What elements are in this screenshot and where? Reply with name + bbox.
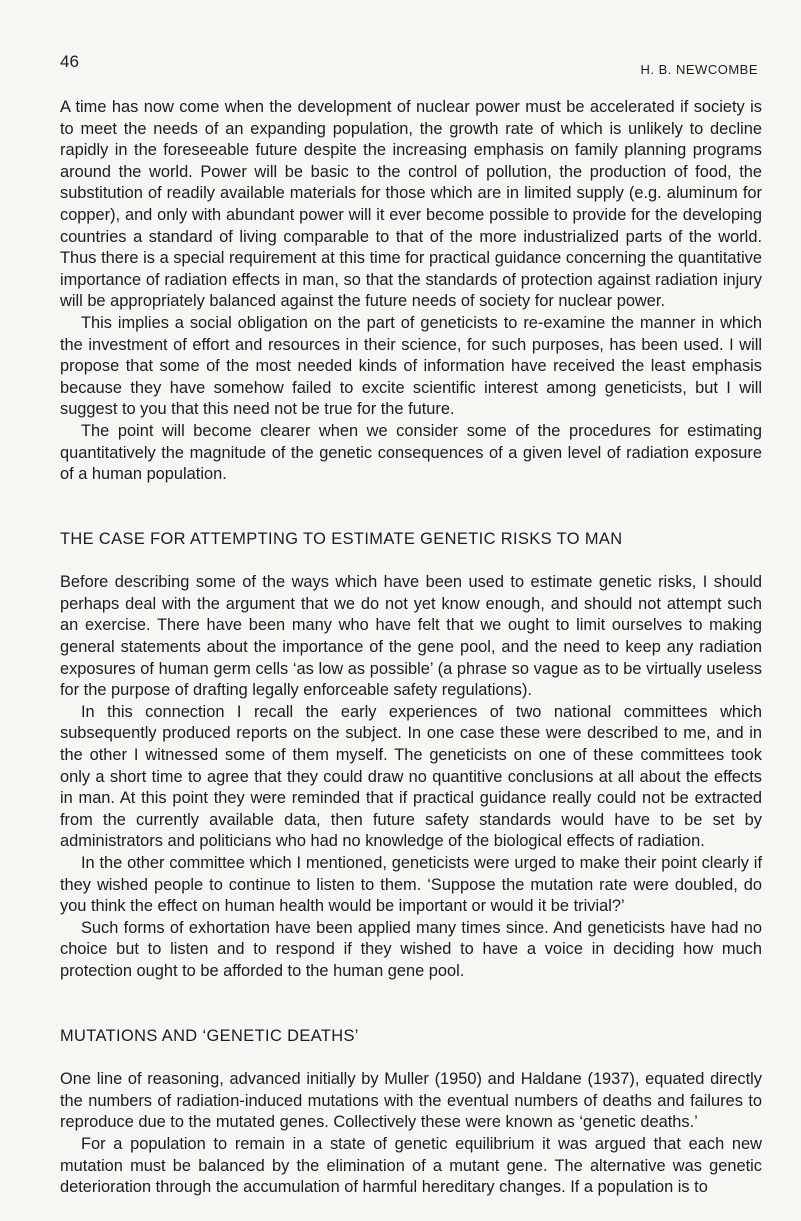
section-heading-genetic-deaths: MUTATIONS AND ‘GENETIC DEATHS’ xyxy=(60,1026,359,1045)
paragraph-intro-1: A time has now come when the development of nuclear power must be accelerated if society is to meet the needs of an expanding population, the growth rate of which is unlikely to decline rapidly in the foreseeable future despite the increasing emphasis on family planning programs around the world. Power will be basic to the control of pollution, the production of food, the substitution of readily available materials for those which are in limited supply (e.g. aluminum for copper), and only with abundant power will it ever become possible to provide for the developing countries a standard of living comparable to that of the more industrialized parts of the world. Thus there is a special requirement at this time for practical guidance concerning the quantitative importance of radiation effects in man, so that the standards of protection against radiation injury will be appropriately balanced against the future needs of society for nuclear power. xyxy=(60,98,762,311)
paragraph-intro-2: This implies a social obligation on the part of geneticists to re-examine the manner in which the investment of effort and resources in their science, for such purposes, has been used. I will propose that some of the most needed kinds of information have received the least emphasis because they have somehow failed to excite scientific interest among geneticists, but I will suggest to you that this need not be true for the future. xyxy=(60,313,762,419)
paragraph-section2-1: One line of reasoning, advanced initially by Muller (1950) and Haldane (1937), equated directly the numbers of radiation-induced mutations with the eventual numbers of deaths and failures to reproduce due to the mutated genes. Collectively these were known as ‘genetic deaths.’ xyxy=(60,1070,762,1132)
section-heading-genetic-risks: THE CASE FOR ATTEMPTING TO ESTIMATE GENETIC RISKS TO MAN xyxy=(60,529,623,548)
running-head: H. B. NEWCOMBE xyxy=(640,62,758,77)
body-text xyxy=(60,97,762,1199)
page-number: 46 xyxy=(60,52,79,71)
paragraph-section1-2: In this connection I recall the early experiences of two national committees which subsequently produced reports on the subject. In one case these were described to me, and in the other I witnessed some of them myself. The geneticists on one of these committees took only a short time to agree that they could draw no quantitive conclusions at all about the effects in man. At this point they were reminded that if practical guidance really could not be extracted from the currently available data, then future safety standards would have to be set by administrators and politicians who had no knowledge of the biological effects of radiation. xyxy=(60,702,762,851)
paragraph-intro-3: The point will become clearer when we consider some of the procedures for estimating quantitatively the magnitude of the genetic consequences of a given level of radiation exposure of a human population. xyxy=(60,421,762,484)
paragraph-section1-1: Before describing some of the ways which have been used to estimate genetic risks, I should perhaps deal with the argument that we do not yet know enough, and should not attempt such an exercise. There have been many who have felt that we ought to limit ourselves to making general statements about the importance of the gene pool, and the need to keep any radiation exposures of human germ cells ‘as low as possible’ (a phrase so vague as to be virtually useless for the purpose of drafting legally enforceable safety regulations). xyxy=(60,573,762,700)
paragraph-section2-2: For a population to remain in a state of genetic equilibrium it was argued that each new mutation must be balanced by the elimination of a mutant gene. The alternative was genetic deterioration through the accumulation of harmful hereditary changes. If a population is to xyxy=(60,1134,762,1197)
paragraph-section1-3: In the other committee which I mentioned, geneticists were urged to make their point clearly if they wished people to continue to listen to them. ‘Suppose the mutation rate were doubled, do you think the effect on human health would be important or would it be trivial?’ xyxy=(60,854,762,916)
paragraph-section1-4: Such forms of exhortation have been applied many times since. And geneticists have had no choice but to listen and to respond if they wished to have a voice in deciding how much protection ought to be afforded to the human gene pool. xyxy=(60,918,762,980)
